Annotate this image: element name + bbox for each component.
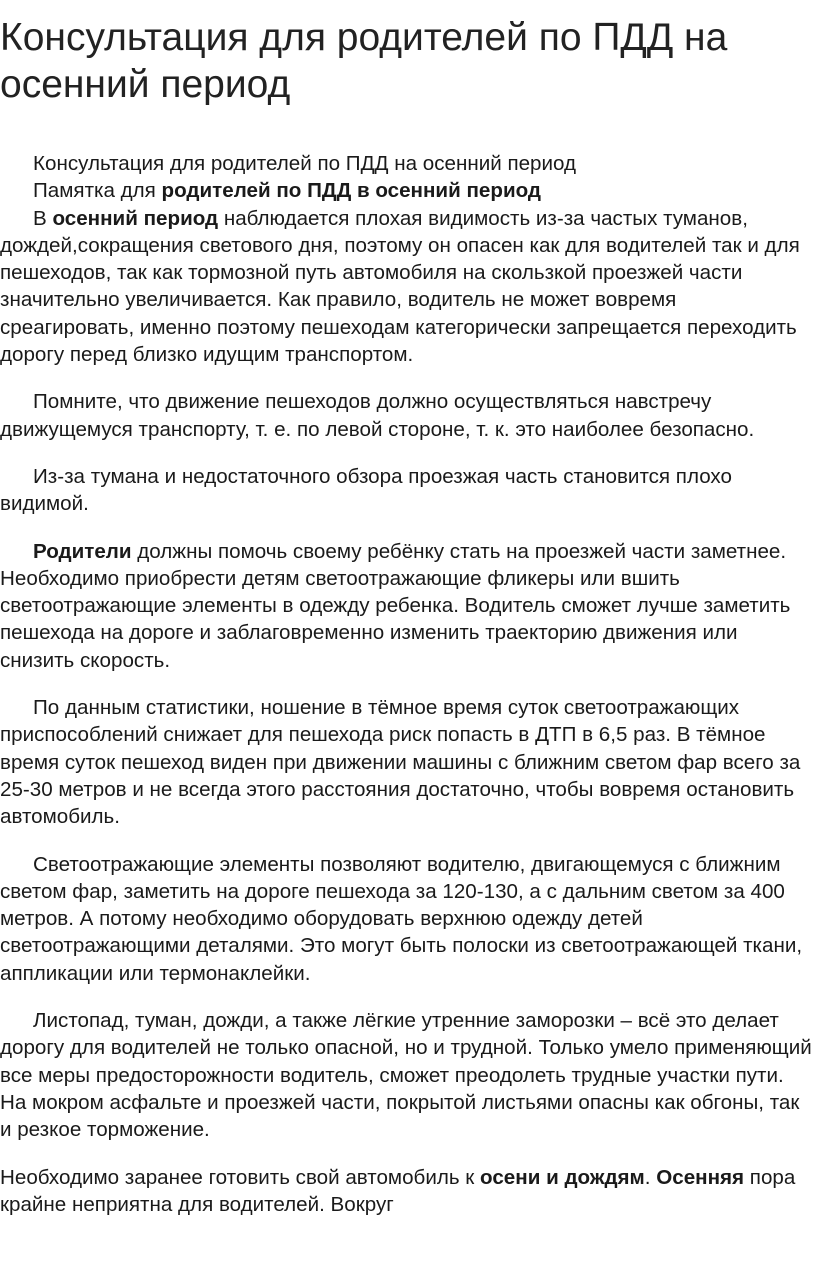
text-run: Помните, что движение пешеходов должно осуществляться навстречу движущемуся транспорту, т. е. по левой стороне, т. к. это наиболее безопасно. — [0, 390, 755, 441]
paragraph-autumn-visibility — [0, 205, 812, 369]
text-run: Консультация для родителей по ПДД на осенний период — [33, 152, 577, 175]
text-run: Листопад, туман, дожди, а также лёгкие утренние заморозки – всё это делает дорогу для водителей не только опасной, но и трудной. Только умело применяющий все меры предосторожности водитель, сможет преодолеть трудные участки пути. На мокром асфальте и проезжей части, покрытой листьями опасны как обгоны, так и резкое торможение. — [0, 1009, 812, 1142]
paragraph-statistics — [0, 694, 812, 830]
text-run: Памятка для — [33, 179, 162, 203]
bold-text: осенний период — [52, 206, 219, 230]
bold-text: родителей по ПДД в осенний период — [161, 179, 541, 203]
text-run: Из-за тумана и недостаточного обзора проезжая часть становится плохо видимой. — [0, 464, 732, 516]
text-run: пора крайне неприятна для водителей. Вокруг — [0, 1165, 796, 1216]
text-run: Светоотражающие элементы позволяют водителю, двигающемуся с ближним светом фар, заметить на дороге пешехода за 120-130, а с дальним светом за 400 метров. А потому необходимо оборудовать верхнюю одежду детей светоотражающими деталями. Это могут быть полоски из светоотражающей ткани, аппликации или термонаклейки. — [0, 852, 803, 985]
paragraph-reflective-elements — [0, 851, 812, 987]
text-run: . — [644, 1165, 657, 1189]
paragraph-fog — [0, 463, 812, 518]
paragraph-leaf-fall — [0, 1007, 812, 1143]
text-run: По данным статистики, ношение в тёмное время суток светоотражающих приспособлений снижает для пешехода риск попасть в ДТП в 6,5 раз. В тёмное время суток пешеход виден при движении машины с ближним светом фар всего за 25-30 метров и не всегда этого расстояния достаточно, чтобы вовремя остановить автомобиль. — [0, 696, 801, 829]
bold-text: осени и дождям — [480, 1165, 645, 1189]
paragraph-prepare-car — [0, 1164, 812, 1219]
text-run: наблюдается плохая видимость из-за частых туманов, дождей,сокращения светового дня, поэтому он опасен как для водителей так и для пешеходов, так как тормозной путь автомобиля на скользкой проезжей части значительно увеличивается. Как правило, водитель не может вовремя среагировать, именно поэтому пешеходам категорически запрещается переходить дорогу перед близко идущим транспортом. — [0, 206, 800, 367]
text-run: Необходимо заранее готовить свой автомобиль к — [0, 1165, 481, 1189]
document-title: Консультация для родителей по ПДД на осенний период — [0, 16, 728, 106]
text-run: В — [33, 206, 53, 230]
bold-text: Родители — [33, 539, 132, 563]
paragraph-subtitle — [0, 150, 812, 177]
text-run: должны помочь своему ребёнку стать на проезжей части заметнее. Необходимо приобрести детям светоотражающие фликеры или вшить светоотражающие элементы в одежду ребенка. Водитель сможет лучше заметить пешехода на дороге и заблаговременно изменить траекторию движения или снизить скорость. — [0, 539, 791, 672]
paragraph-memo — [0, 177, 812, 204]
paragraph-walk-facing-traffic — [0, 388, 812, 443]
bold-text: Осенняя — [656, 1165, 745, 1189]
paragraph-parents-reflectors — [0, 538, 812, 674]
document-body — [0, 150, 812, 1218]
